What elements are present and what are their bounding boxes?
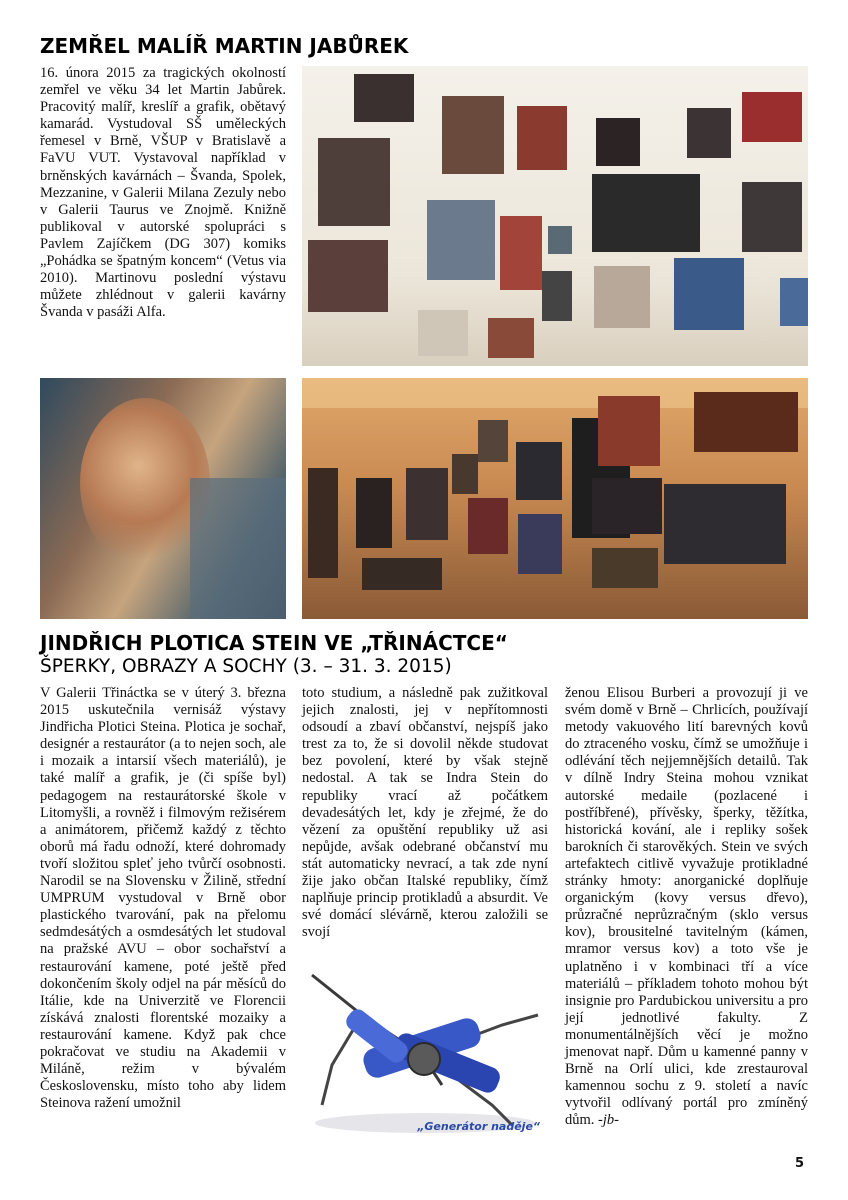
page-number: 5 xyxy=(795,1156,805,1171)
article-subtitle-stein: ŠPERKY, OBRAZY A SOCHY (3. – 31. 3. 2015) xyxy=(40,656,452,677)
article-column-1: V Galerii Třináctka se v úterý 3. března 2015 uskutečnila vernisáž výstavy Jindřicha Plotici Steina. Plotica je sochař, designér a restaurátor (a to nejen soch, ale i mozaik a intarsií všech materiálů), je také malíř a grafik, je (či spíše byl) pedagogem na restaurátorské škole v Litomyšli, a rovněž i filmovým režisérem a animátorem, přičemž každý z těchto oborů má řadu odnoží, které dohromady tvoří složitou spleť jeho tvůrčí osobnosti. Narodil se na Slovensku v Žilině, střední UMPRUM vystudoval v Brně obor plastického tvarování, pak na přelomu sedmdesátých a osmdesátých let studoval na pražské AVU – obor sochařství a restaurování kamene, poté ještě před dokončením školy odjel na pár měsíců do Itálie, kde na Univerzitě ve Florencii získává znalosti florentské mozaiky a restaurování kamene. Když pak chce pokračovat ve studiu na Akademii v Miláně, režim v bývalém Československu, místo toho aby lidem Steinova ražení umožnil xyxy=(40,685,286,1112)
article-column-2: toto studium, a následně pak zužitkoval jejich znalosti, jej v nepřítomnosti odsoudí a zbaví občanství, nejspíš jako trest za to, že si dovolil někde studovat bez povolení, které by však stejně nedostal. A tak se Indra Stein do republiky vrací až počátkem devadesátých let, kdy je zřejmé, že do vězení za opuštění republiky už asi nepůjde, avšak odebrané občanství mu stát automaticky nevrací, a tak zde nyní žije jako občan Italské republiky, čímž naplňuje princip protikladů a absurdit. Ve své domácí slévárně, kterou založili se svojí xyxy=(302,685,548,941)
article-column-3-text: ženou Elisou Burberi a provozují ji ve svém domě v Brně – Chrlicích, používají metody vakuového lití barevných kovů do ztraceného vosku, čímž se umožňuje i odlévání těch nejjemnějších detailů. Tak v dílně Indry Steina mohou vznikat autorské medaile (pozlacené i postříbřené), přívěsky, šperky, těžítka, historická kování, ale i repliky sošek barokních či starověkých. Stein ve svých artefaktech citlivě vyvažuje protikladné stránky hmoty: anorganické doplňuje organickým (kovy versus dřevo), průzračné neprůzračným (sklo versus kov), brousitelné tavitelným (kámen, mramor versus kov) a toto vše je uplatněno i v kombinaci tří a více materiálů – příkladem tohoto mohou být insignie pro Pardubickou universitu a pro její jednotlivé fakulty. Z monumentálnějších věcí je možno jmenovat např. Dům u kamenné panny v Brně na Orlí ulici, kde zrestauroval kamennou sochu z 9. století a navíc vytvořil odlívaný portál pro zmíněný dům. xyxy=(565,685,808,1129)
photo-portrait-painting xyxy=(40,378,286,619)
sculpture-caption: „Generátor naděje“ xyxy=(417,1120,540,1133)
photo-gallery-wall-2 xyxy=(302,378,808,619)
sculpture-drawing xyxy=(302,955,548,1141)
article-body-jaburek: 16. února 2015 za tragických okolností zemřel ve věku 34 let Martin Jabůrek. Pracovitý malíř, kreslíř a grafik, obětavý kamarád. Vystudoval SŠ uměleckých řemesel v Brně, VŠUP v Bratislavě a FaVU VUT. Vystavoval například v brněnských kavárnách – Švanda, Spolek, Mezzanine, v Galerii Milana Zezuly nebo v Galerii Taurus ve Znojmě. Knižně publikoval v autorské spolupráci s Pavlem Zajíčkem (DG 307) komiks „Pohádka se špatným koncem“ (Vetus via 2010). Martinovu poslední výstavu můžete zhlédnout v galerii kavárny Švanda v pasáži Alfa. xyxy=(40,65,286,321)
article-title-stein: JINDŘICH PLOTICA STEIN VE „TŘINÁCTCE“ xyxy=(40,631,508,655)
photo-sculpture xyxy=(302,955,548,1141)
article-column-3 xyxy=(565,685,808,1129)
photo-gallery-wall-1 xyxy=(302,66,808,366)
article-title-jaburek: ZEMŘEL MALÍŘ MARTIN JABŮREK xyxy=(40,34,409,58)
signature: -jb- xyxy=(598,1112,619,1129)
